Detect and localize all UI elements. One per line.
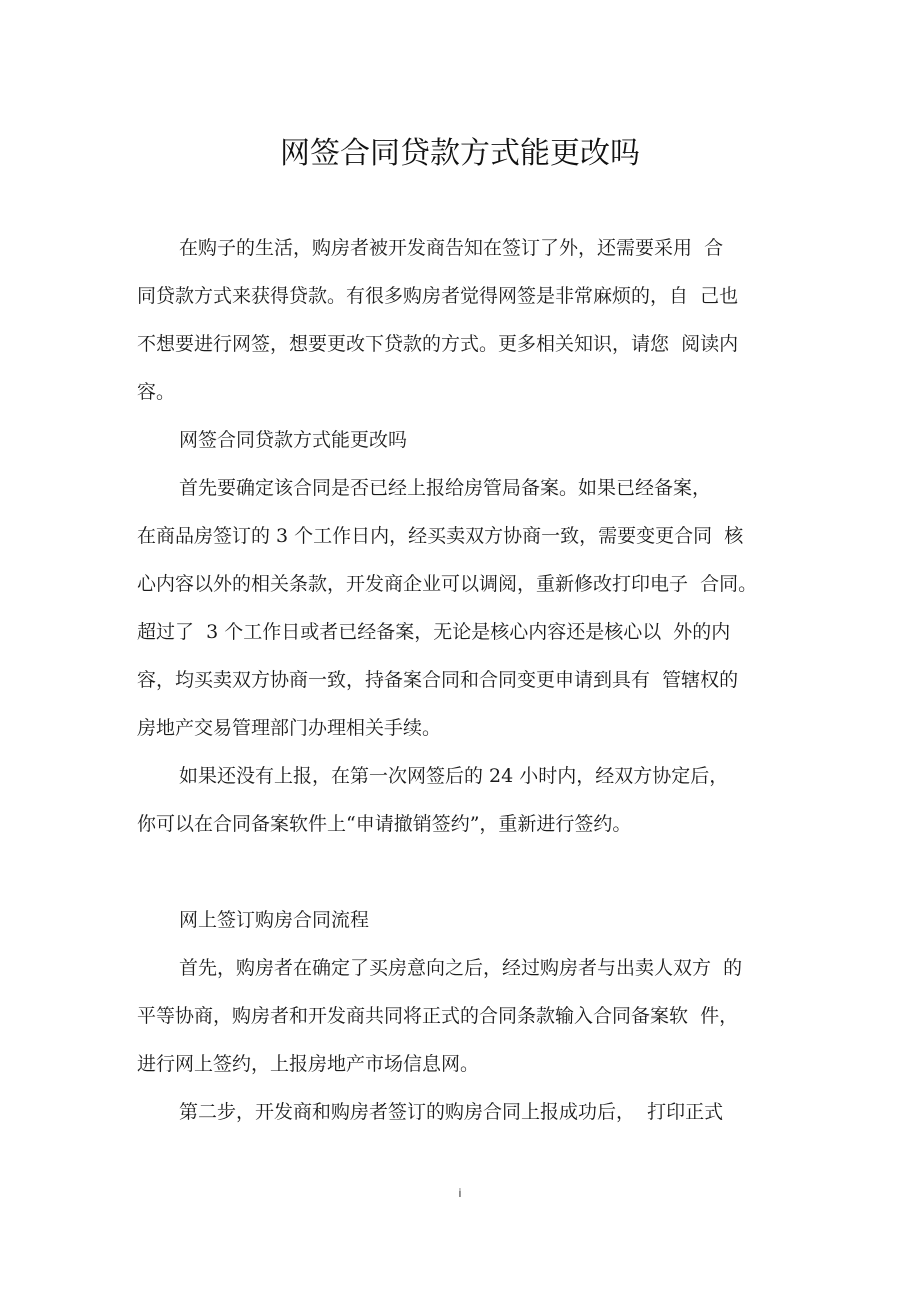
- section-heading: 网上签订购房合同流程: [179, 909, 370, 931]
- paragraph-line: 房地产交易管理部门办理相关手续。: [137, 717, 442, 739]
- paragraph-line: 首先要确定该合同是否已经上报给房管局备案。如果已经备案，: [179, 477, 712, 499]
- section-heading: 网签合同贷款方式能更改吗: [179, 429, 408, 451]
- paragraph-line: 如果还没有上报，在第一次网签后的 24 小时内，经双方协定后，: [179, 765, 729, 787]
- paragraph-line: 超过了 3 个工作日或者已经备案，无论是核心内容还是核心以 外的内: [137, 621, 731, 643]
- paragraph-line: 在购子的生活，购房者被开发商告知在签订了外，还需要采用 合: [179, 237, 724, 259]
- paragraph-line: 第二步，开发商和购房者签订的购房合同上报成功后， 打印正式: [179, 1101, 724, 1123]
- paragraph-line: 平等协商，购房者和开发商共同将正式的合同条款输入合同备案软 件，: [137, 1005, 739, 1027]
- paragraph-line: 首先，购房者在确定了买房意向之后，经过购房者与出卖人双方 的: [179, 957, 743, 979]
- paragraph-line: 同贷款方式来获得贷款。有很多购房者觉得网签是非常麻烦的，自 己也: [137, 285, 739, 307]
- paragraph-line: 你可以在合同备案软件上“申请撤销签约”，重新进行签约。: [137, 813, 632, 835]
- paragraph-line: 心内容以外的相关条款，开发商企业可以调阅，重新修改打印电子 合同。: [137, 573, 758, 595]
- paragraph-line: 进行网上签约，上报房地产市场信息网。: [137, 1053, 480, 1075]
- document-title: 网签合同贷款方式能更改吗: [280, 136, 640, 171]
- paragraph-line: 在商品房签订的 3 个工作日内，经买卖双方协商一致，需要变更合同 核: [137, 525, 744, 547]
- paragraph-line: 不想要进行网签，想要更改下贷款的方式。更多相关知识，请您 阅读内: [137, 333, 739, 355]
- paragraph-line: 容，均买卖双方协商一致，持备案合同和合同变更申请到具有 管辖权的: [137, 669, 739, 691]
- page-number: i: [458, 1186, 462, 1200]
- paragraph-line: 容。: [137, 381, 176, 403]
